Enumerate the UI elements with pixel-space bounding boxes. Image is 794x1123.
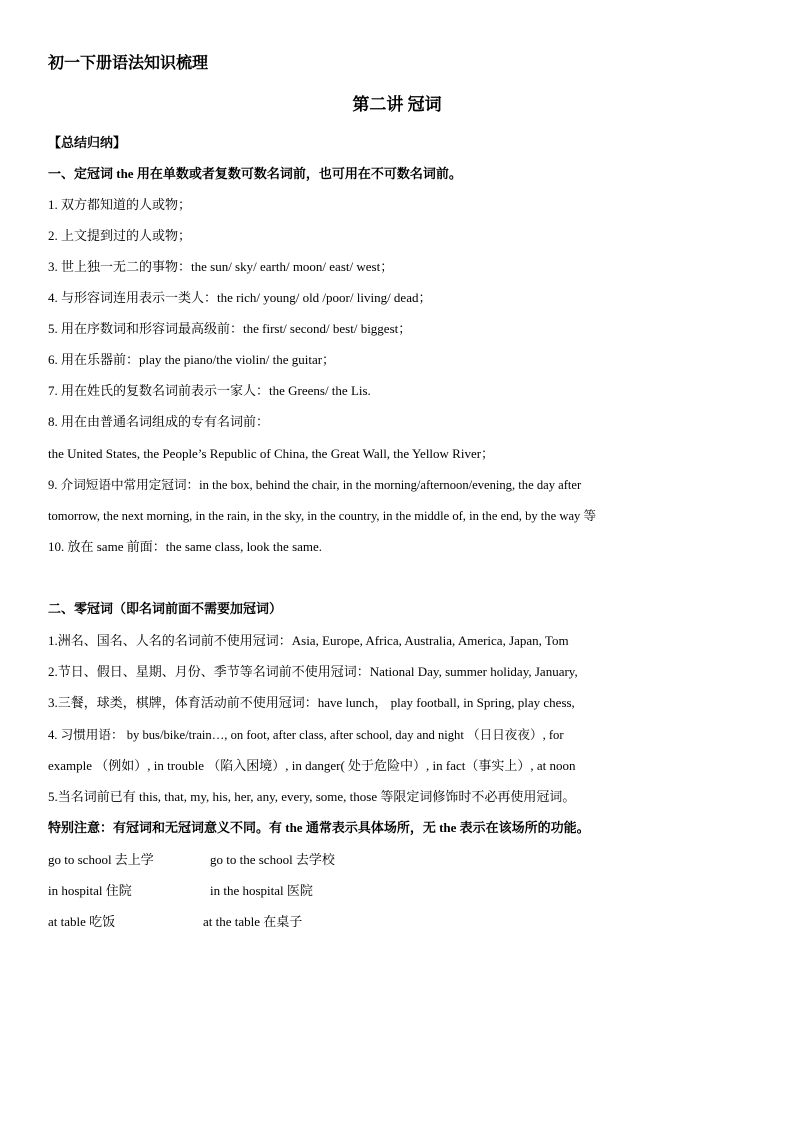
document-title: 初一下册语法知识梳理: [48, 55, 209, 72]
section1-item-9-cont: tomorrow, the next morning, in the rain, in the sky, in the country, in the middle of, in the end, by the way 等: [48, 509, 597, 523]
special-note: 特别注意：有冠词和无冠词意义不同。有 the 通常表示具体场所，无 the 表示在该场所的功能。: [48, 820, 590, 835]
section1-item-6: 6. 用在乐器前：play the piano/the violin/ the guitar；: [48, 352, 336, 367]
section2-item-4: 4. 习惯用语： by bus/bike/train…, on foot, after class, after school, day and night （日日夜夜）, for: [48, 728, 564, 742]
section2-item-1: 1.洲名、国名、人名的名词前不使用冠词：Asia, Europe, Africa, Australia, America, Japan, Tom: [48, 633, 569, 648]
pair-1-left: go to school 去上学: [48, 852, 154, 867]
summary-label: 【总结归纳】: [48, 135, 127, 150]
lecture-title: 第二讲 冠词: [352, 95, 442, 114]
section1-item-2: 2. 上文提到过的人或物；: [48, 228, 192, 243]
section1-item-10: 10. 放在 same 前面：the same class, look the same.: [48, 539, 323, 554]
section1-item-8-examples: the United States, the People’s Republic of China, the Great Wall, the Yellow River；: [48, 446, 495, 461]
pair-1-right: go to the school 去学校: [210, 852, 335, 867]
section1-heading: 一、定冠词 the 用在单数或者复数可数名词前，也可用在不可数名词前。: [48, 166, 462, 181]
section2-heading: 二、零冠词（即名词前面不需要加冠词）: [48, 601, 283, 616]
section2-item-4-cont: example （例如）, in trouble （陷入困境）, in danger( 处于危险中）, in fact（事实上）, at noon: [48, 758, 576, 773]
pair-2-left: in hospital 住院: [48, 883, 132, 898]
section1-item-4: 4. 与形容词连用表示一类人：the rich/ young/ old /poor/ living/ dead；: [48, 290, 432, 305]
pair-2-right: in the hospital 医院: [210, 883, 313, 898]
section1-item-1: 1. 双方都知道的人或物；: [48, 197, 192, 212]
section1-item-9: 9. 介词短语中常用定冠词：in the box, behind the chair, in the morning/afternoon/evening, the day after: [48, 478, 582, 492]
section2-item-3: 3.三餐，球类，棋牌，体育活动前不使用冠词：have lunch， play football, in Spring, play chess,: [48, 695, 575, 710]
section1-item-3: 3. 世上独一无二的事物：the sun/ sky/ earth/ moon/ east/ west；: [48, 259, 394, 274]
section1-item-8: 8. 用在由普通名词组成的专有名词前：: [48, 414, 270, 429]
section2-item-5: 5.当名词前已有 this, that, my, his, her, any, every, some, those 等限定词修饰时不必再使用冠词。: [48, 789, 576, 804]
section2-item-2: 2.节日、假日、星期、月份、季节等名词前不使用冠词：National Day, summer holiday, January,: [48, 664, 578, 679]
section1-item-7: 7. 用在姓氏的复数名词前表示一家人：the Greens/ the Lis.: [48, 383, 371, 398]
pair-3-right: at the table 在桌子: [203, 914, 303, 929]
pair-3-left: at table 吃饭: [48, 914, 116, 929]
section1-item-5: 5. 用在序数词和形容词最高级前：the first/ second/ best/ biggest；: [48, 321, 412, 336]
